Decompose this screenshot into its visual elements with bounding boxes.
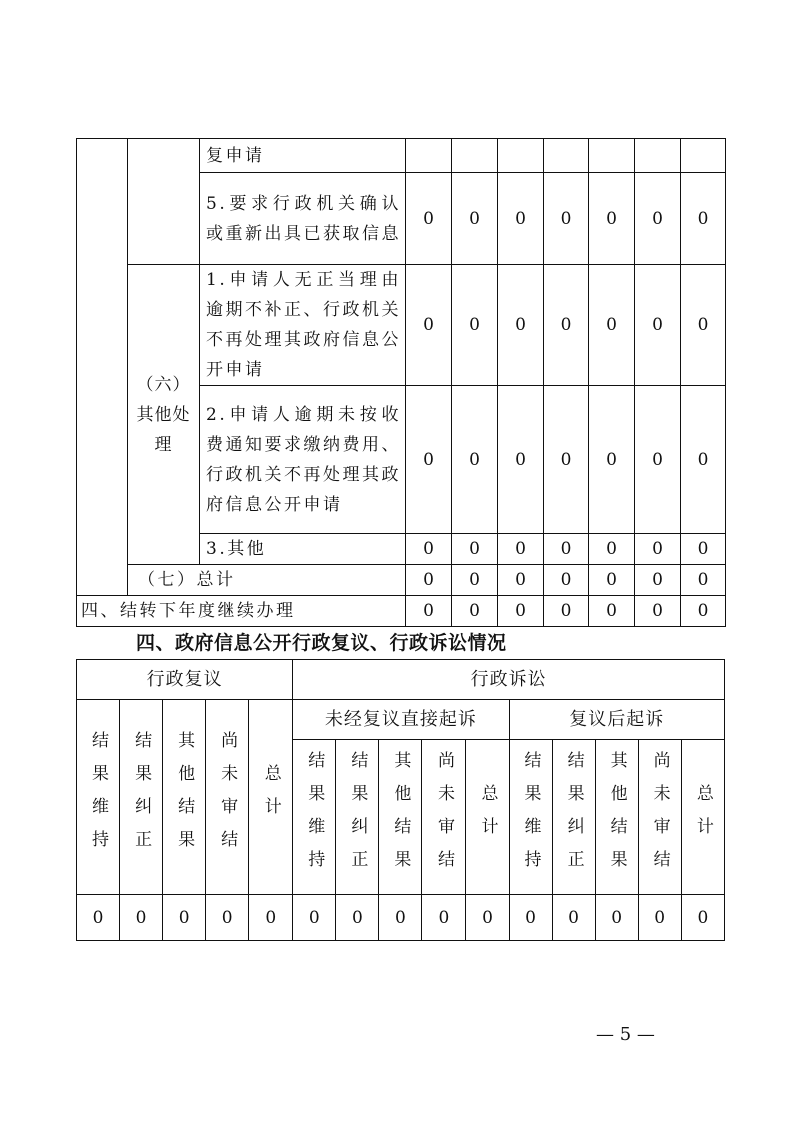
direct-suit-header: 未经复议直接起诉 [293,700,509,740]
value-cell: 0 [589,265,635,386]
value-cell: 0 [635,265,681,386]
value-cell: 0 [589,386,635,534]
value-cell: 0 [77,895,120,941]
value-cell: 0 [452,534,498,565]
value-cell: 0 [589,173,635,265]
value-cell: 0 [452,173,498,265]
value-cell: 0 [206,895,249,941]
value-cell: 0 [406,596,452,627]
value-cell: 0 [406,386,452,534]
value-cell: 0 [589,596,635,627]
col-header: 尚未审结 [422,740,466,895]
value-cell: 0 [544,565,589,596]
col-header: 尚未审结 [638,740,681,895]
value-cell [544,139,589,173]
value-cell: 0 [681,265,726,386]
col-header: 结果维持 [77,700,120,895]
value-cell: 0 [589,565,635,596]
value-cell: 0 [635,565,681,596]
value-cell: 0 [544,173,589,265]
row-label: 1.申请人无正当理由逾期不补正、行政机关不再处理其政府信息公开申请 [200,265,406,386]
litigation-header: 行政诉讼 [293,660,725,700]
col-header: 结果纠正 [552,740,595,895]
value-cell: 0 [498,534,544,565]
col-header: 其他结果 [163,700,206,895]
value-cell: 0 [406,565,452,596]
value-cell: 0 [635,173,681,265]
col-header: 结果维持 [293,740,336,895]
review-header: 行政复议 [77,660,293,700]
application-table [76,138,726,627]
value-cell: 0 [498,173,544,265]
row-label: 复申请 [200,139,406,173]
value-cell: 0 [681,386,726,534]
section-title: 四、政府信息公开行政复议、行政诉讼情况 [136,632,507,654]
value-cell: 0 [681,173,726,265]
after-review-header: 复议后起诉 [509,700,724,740]
row-label: 5.要求行政机关确认或重新出具已获取信息 [200,173,406,265]
value-cell: 0 [293,895,336,941]
value-cell: 0 [120,895,163,941]
value-cell [681,139,726,173]
value-cell: 0 [452,565,498,596]
col-header: 总计 [466,740,509,895]
value-cell: 0 [406,173,452,265]
value-cell: 0 [498,596,544,627]
value-cell: 0 [452,596,498,627]
value-cell [452,139,498,173]
value-cell: 0 [595,895,638,941]
value-cell: 0 [379,895,422,941]
value-cell: 0 [544,534,589,565]
inner-group-cell [128,139,200,265]
total-label: （七）总计 [128,565,406,596]
col-header: 结果纠正 [120,700,163,895]
value-cell: 0 [681,596,726,627]
value-cell: 0 [552,895,595,941]
value-cell: 0 [452,265,498,386]
value-cell: 0 [638,895,681,941]
outer-group-cell [77,139,128,596]
value-cell: 0 [498,565,544,596]
value-cell: 0 [509,895,552,941]
carry-over-label: 四、结转下年度继续办理 [77,596,406,627]
value-cell: 0 [249,895,293,941]
value-cell [589,139,635,173]
value-cell: 0 [466,895,509,941]
col-header: 结果纠正 [336,740,379,895]
row-label: 3.其他 [200,534,406,565]
value-cell: 0 [452,386,498,534]
value-cell: 0 [498,386,544,534]
value-cell: 0 [163,895,206,941]
value-cell: 0 [635,534,681,565]
value-cell [635,139,681,173]
value-cell: 0 [544,596,589,627]
col-header: 其他结果 [595,740,638,895]
value-cell [498,139,544,173]
value-cell: 0 [336,895,379,941]
value-cell: 0 [406,534,452,565]
col-header: 其他结果 [379,740,422,895]
value-cell: 0 [681,534,726,565]
page-number: — 5 — [596,1024,655,1045]
col-header: 总计 [681,740,724,895]
col-header: 尚未审结 [206,700,249,895]
value-cell: 0 [544,265,589,386]
value-cell: 0 [422,895,466,941]
value-cell: 0 [681,565,726,596]
value-cell: 0 [635,386,681,534]
value-cell: 0 [589,534,635,565]
value-cell [406,139,452,173]
value-cell: 0 [635,596,681,627]
value-cell: 0 [544,386,589,534]
row-label: 2.申请人逾期未按收费通知要求缴纳费用、行政机关不再处理其政府信息公开申请 [200,386,406,534]
group-6-label: （六）其他处理 [128,265,200,565]
review-litigation-table [76,659,725,941]
value-cell: 0 [681,895,724,941]
col-header: 结果维持 [509,740,552,895]
value-cell: 0 [406,265,452,386]
col-header: 总计 [249,700,293,895]
value-cell: 0 [498,265,544,386]
